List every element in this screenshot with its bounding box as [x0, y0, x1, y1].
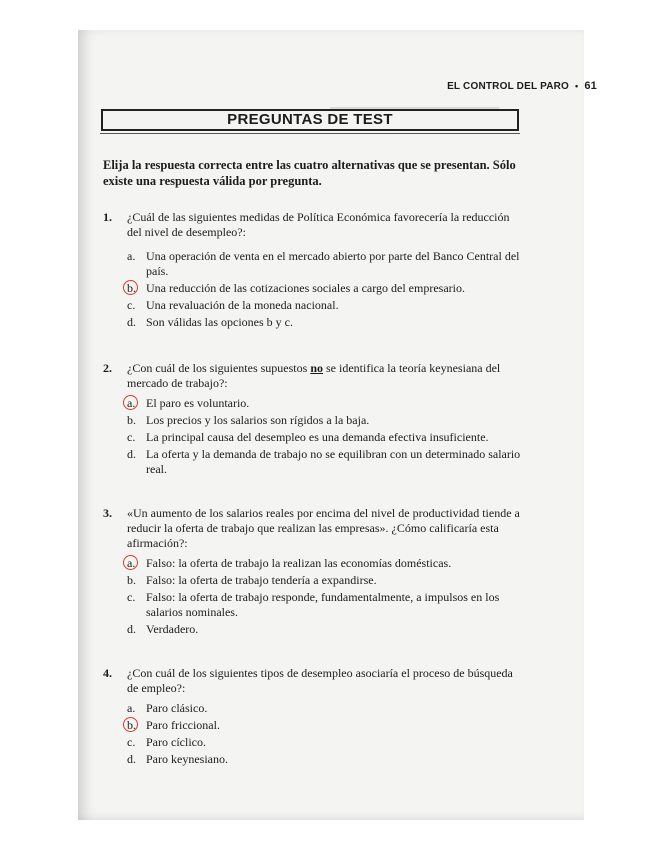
- option-d: [127, 752, 523, 767]
- question-number: 4.: [103, 666, 112, 680]
- instructions: Elija la respuesta correcta entre las cuatro alternativas que se presentan. Sólo existe una respuesta válida por pregunta.: [103, 158, 516, 188]
- header-section: EL CONTROL DEL PARO: [447, 81, 570, 92]
- option-letter: b.: [127, 413, 136, 427]
- option-text: Una revaluación de la moneda nacional.: [146, 298, 339, 312]
- option-d: [127, 622, 523, 637]
- option-text: Los precios y los salarios son rígidos a la baja.: [146, 413, 370, 427]
- option-text: Falso: la oferta de trabajo la realizan las economías domésticas.: [146, 556, 452, 570]
- option-text: Falso: la oferta de trabajo responde, fundamentalmente, a impulsos en los salarios nominales.: [146, 590, 500, 619]
- option-text: El paro es voluntario.: [146, 396, 250, 410]
- option-b: [127, 413, 523, 428]
- stem-text: se identifica la teoría keynesiana del mercado de trabajo?:: [127, 361, 501, 390]
- option-text: Falso: la oferta de trabajo tendería a expandirse.: [146, 573, 377, 587]
- question-4: [103, 666, 523, 767]
- option-letter: a.: [127, 556, 136, 570]
- option-c: [127, 298, 523, 313]
- question-number: 1.: [103, 210, 112, 224]
- question-number: 3.: [103, 506, 112, 520]
- option-text: La oferta y la demanda de trabajo no se equilibran con un determinado salario real.: [146, 447, 521, 476]
- question-stem: [127, 361, 523, 391]
- option-letter: b.: [127, 718, 136, 732]
- page-number: 61: [584, 80, 597, 92]
- header-bullet: •: [575, 81, 579, 91]
- running-header: [447, 80, 597, 92]
- option-a: [127, 249, 523, 279]
- question-stem: ¿Cuál de las siguientes medidas de Política Económica favorecería la reducción del nivel de desempleo?:: [127, 210, 510, 239]
- option-b: [127, 573, 523, 588]
- title-box: [101, 109, 519, 131]
- option-b: [127, 718, 523, 733]
- option-b: [127, 281, 523, 296]
- question-1: [103, 210, 523, 330]
- option-text: Paro keynesiano.: [146, 752, 228, 766]
- option-letter: a.: [127, 396, 136, 410]
- page-title: PREGUNTAS DE TEST: [227, 111, 393, 128]
- answer-circle-mark: [123, 395, 138, 410]
- option-c: [127, 735, 523, 750]
- option-text: Una reducción de las cotizaciones sociales a cargo del empresario.: [146, 281, 465, 295]
- question-number: 2.: [103, 361, 112, 375]
- question-2: [103, 361, 523, 477]
- bleed-through-decoration: ▁▁▁▁▁▁▁▁▁▁▁▁▁▁▁▁▁▁▁▁: [330, 97, 500, 109]
- option-letter: b.: [127, 281, 136, 295]
- question-stem: «Un aumento de los salarios reales por encima del nivel de productividad tiende a reducir la oferta de trabajo que realizan las empresas». ¿Cómo calificaría esta afirmación?:: [127, 506, 520, 550]
- option-text: Verdadero.: [146, 622, 199, 636]
- question-stem: ¿Con cuál de los siguientes tipos de desempleo asociaría el proceso de búsqueda de empleo?:: [127, 666, 513, 695]
- option-letter: a.: [127, 249, 136, 263]
- stem-emphasis: no: [310, 361, 323, 375]
- option-letter: d.: [127, 622, 136, 636]
- option-letter: c.: [127, 590, 136, 604]
- option-text: Son válidas las opciones b y c.: [146, 315, 293, 329]
- answer-circle-mark: [123, 280, 138, 295]
- option-letter: d.: [127, 447, 136, 461]
- option-letter: a.: [127, 701, 136, 715]
- option-letter: c.: [127, 430, 136, 444]
- option-c: [127, 430, 523, 445]
- option-letter: d.: [127, 752, 136, 766]
- option-letter: c.: [127, 298, 136, 312]
- option-text: Una operación de venta en el mercado abierto por parte del Banco Central del país.: [146, 249, 520, 278]
- answer-circle-mark: [123, 717, 138, 732]
- option-c: [127, 590, 523, 620]
- option-a: [127, 396, 523, 411]
- option-d: [127, 447, 523, 477]
- option-a: [127, 701, 523, 716]
- option-text: Paro cíclico.: [146, 735, 206, 749]
- option-letter: d.: [127, 315, 136, 329]
- option-text: La principal causa del desempleo es una demanda efectiva insuficiente.: [146, 430, 489, 444]
- option-d: [127, 315, 523, 330]
- option-text: Paro friccional.: [146, 718, 220, 732]
- stem-text: ¿Con cuál de los siguientes supuestos: [127, 361, 311, 375]
- question-3: [103, 506, 523, 637]
- option-letter: c.: [127, 735, 136, 749]
- option-a: [127, 556, 523, 571]
- answer-circle-mark: [123, 555, 138, 570]
- option-text: Paro clásico.: [146, 701, 208, 715]
- option-letter: b.: [127, 573, 136, 587]
